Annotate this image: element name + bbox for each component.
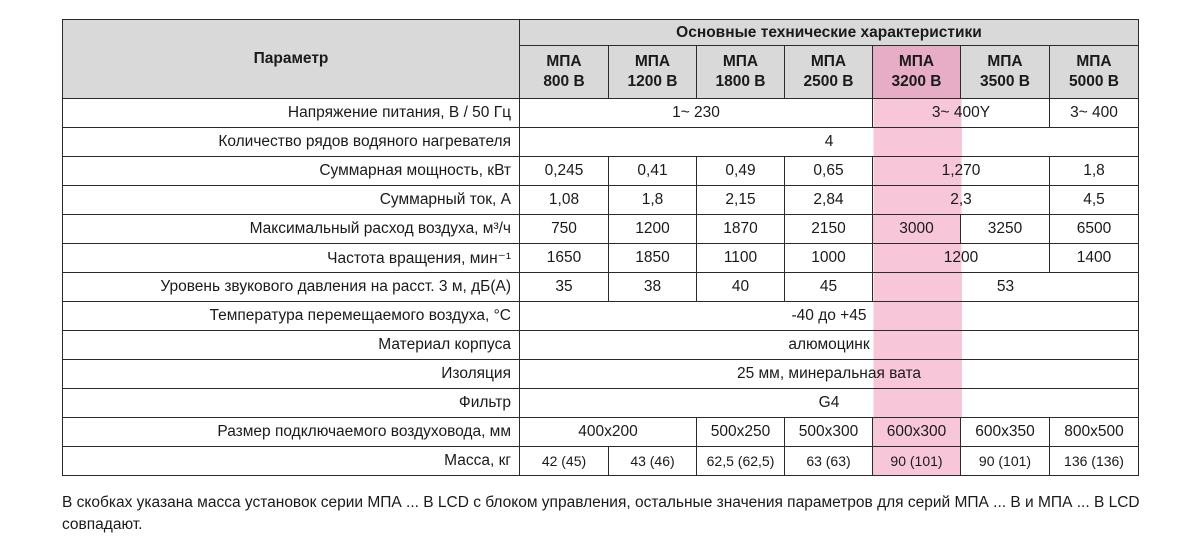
value-cell: 500x250 xyxy=(697,418,785,447)
row-mass xyxy=(63,447,1139,476)
param-label: Максимальный расход воздуха, м³/ч xyxy=(63,215,520,244)
row-insulation xyxy=(63,360,1139,389)
value-cell: 1000 xyxy=(785,244,873,273)
row-duct-size xyxy=(63,418,1139,447)
value-cell: 1850 xyxy=(609,244,697,273)
param-label: Суммарная мощность, кВт xyxy=(63,157,520,186)
param-label: Частота вращения, мин⁻¹ xyxy=(63,244,520,273)
value-cell: 38 xyxy=(609,273,697,302)
value-cell: 600x300 xyxy=(873,418,961,447)
value-cell: 1,8 xyxy=(609,186,697,215)
value-cell: 3250 xyxy=(961,215,1050,244)
value-cell: 90 (101) xyxy=(873,447,961,476)
value-cell: 600x350 xyxy=(961,418,1050,447)
row-rotation-speed xyxy=(63,244,1139,273)
specs-group-header: Основные технические характеристики xyxy=(520,20,1139,46)
value-cell: 136 (136) xyxy=(1050,447,1139,476)
model-header xyxy=(1050,46,1139,99)
param-label: Уровень звукового давления на расст. 3 м, дБ(А) xyxy=(63,273,520,302)
model-series: МПА xyxy=(1076,53,1112,70)
model-size: 3200 В xyxy=(891,73,942,90)
value-cell: 90 (101) xyxy=(961,447,1050,476)
value-cell: 1~ 230 xyxy=(520,99,873,128)
row-case-material xyxy=(63,331,1139,360)
model-header xyxy=(785,46,873,99)
value-cell: 2150 xyxy=(785,215,873,244)
value-cell: 3000 xyxy=(873,215,961,244)
row-air-temperature xyxy=(63,302,1139,331)
value-cell: 800x500 xyxy=(1050,418,1139,447)
param-label: Материал корпуса xyxy=(63,331,520,360)
footnote: В скобках указана масса установок серии МПА ... В LCD с блоком управления, остальные значения параметров для серий МПА ... В и МПА ... В LCD совпадают. xyxy=(62,494,1140,533)
value-cell: алюмоцинк xyxy=(520,331,1139,360)
value-cell: 0,245 xyxy=(520,157,609,186)
model-size: 5000 В xyxy=(1069,73,1119,90)
row-max-airflow xyxy=(63,215,1139,244)
value-cell: 1,08 xyxy=(520,186,609,215)
row-supply-voltage xyxy=(63,99,1139,128)
row-total-current xyxy=(63,186,1139,215)
value-cell: 1,8 xyxy=(1050,157,1139,186)
model-size: 1200 В xyxy=(627,73,678,90)
model-header xyxy=(961,46,1050,99)
param-label: Изоляция xyxy=(63,360,520,389)
value-cell: 25 мм, минеральная вата xyxy=(520,360,1139,389)
value-cell: G4 xyxy=(520,389,1139,418)
model-header xyxy=(697,46,785,99)
value-cell: 1200 xyxy=(609,215,697,244)
model-size: 1800 В xyxy=(715,73,766,90)
model-size: 3500 В xyxy=(980,73,1030,90)
model-series: МПА xyxy=(634,53,671,70)
value-cell: 1,270 xyxy=(873,157,1050,186)
value-cell: 3~ 400 xyxy=(1050,99,1139,128)
model-header xyxy=(873,46,961,99)
model-series: МПА xyxy=(546,53,582,70)
value-cell: 42 (45) xyxy=(520,447,609,476)
value-cell: 1870 xyxy=(697,215,785,244)
value-cell: 500x300 xyxy=(785,418,873,447)
value-cell: 6500 xyxy=(1050,215,1139,244)
model-series: МПА xyxy=(987,53,1023,70)
value-cell: 35 xyxy=(520,273,609,302)
value-cell: 750 xyxy=(520,215,609,244)
value-cell: 1650 xyxy=(520,244,609,273)
param-label: Размер подключаемого воздуховода, мм xyxy=(63,418,520,447)
specs-table xyxy=(62,19,1139,476)
param-label: Напряжение питания, В / 50 Гц xyxy=(63,99,520,128)
value-cell: 4,5 xyxy=(1050,186,1139,215)
model-series: МПА xyxy=(722,53,759,70)
value-cell: 0,49 xyxy=(697,157,785,186)
value-cell: 2,84 xyxy=(785,186,873,215)
value-cell: 63 (63) xyxy=(785,447,873,476)
param-label: Масса, кг xyxy=(63,447,520,476)
value-cell: -40 до +45 xyxy=(520,302,1139,331)
value-cell: 2,15 xyxy=(697,186,785,215)
value-cell: 43 (46) xyxy=(609,447,697,476)
model-size: 800 В xyxy=(543,73,585,90)
value-cell: 53 xyxy=(873,273,1139,302)
row-heater-rows xyxy=(63,128,1139,157)
value-cell: 62,5 (62,5) xyxy=(697,447,785,476)
specs-body xyxy=(63,99,1139,476)
row-total-power xyxy=(63,157,1139,186)
value-cell: 40 xyxy=(697,273,785,302)
value-cell: 45 xyxy=(785,273,873,302)
row-filter xyxy=(63,389,1139,418)
value-cell: 400x200 xyxy=(520,418,697,447)
model-series: МПА xyxy=(810,53,847,70)
value-cell: 2,3 xyxy=(873,186,1050,215)
value-cell: 4 xyxy=(520,128,1139,157)
model-header xyxy=(609,46,697,99)
model-series: МПА xyxy=(898,53,935,70)
model-header xyxy=(520,46,609,99)
value-cell: 1100 xyxy=(697,244,785,273)
value-cell: 0,41 xyxy=(609,157,697,186)
param-label: Фильтр xyxy=(63,389,520,418)
row-sound-pressure xyxy=(63,273,1139,302)
value-cell: 0,65 xyxy=(785,157,873,186)
value-cell: 3~ 400Y xyxy=(873,99,1050,128)
value-cell: 1200 xyxy=(873,244,1050,273)
model-size: 2500 В xyxy=(803,73,854,90)
param-label: Температура перемещаемого воздуха, °С xyxy=(63,302,520,331)
param-label: Суммарный ток, А xyxy=(63,186,520,215)
value-cell: 1400 xyxy=(1050,244,1139,273)
param-label: Количество рядов водяного нагревателя xyxy=(63,128,520,157)
param-column-header: Параметр xyxy=(63,20,520,99)
